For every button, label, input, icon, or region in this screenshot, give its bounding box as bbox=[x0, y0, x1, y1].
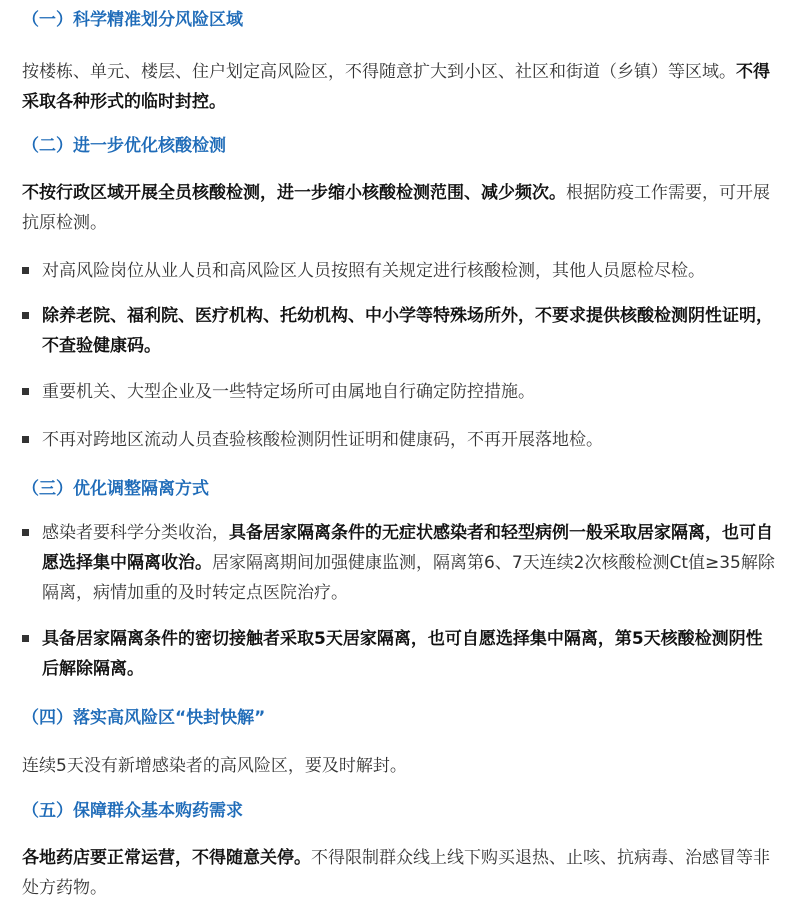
section-4-paragraph bbox=[22, 751, 778, 781]
section-5-text: 不得限制群众线上线下购买退热、止咳、抗病毒、治感冒等非处方药物。 bbox=[22, 848, 770, 898]
section-3-heading: （三）优化调整隔离方式 bbox=[22, 479, 209, 499]
list-item bbox=[22, 377, 778, 407]
section-2-heading: （二）进一步优化核酸检测 bbox=[22, 136, 226, 156]
square-bullet-icon bbox=[22, 436, 29, 443]
section-5-heading: （五）保障群众基本购药需求 bbox=[22, 801, 243, 821]
section-5-paragraph bbox=[22, 843, 778, 903]
section-5-bold-text: 各地药店要正常运营，不得随意关停。 bbox=[22, 848, 311, 868]
section-4-heading: （四）落实高风险区“快封快解” bbox=[22, 708, 266, 728]
list-item bbox=[22, 256, 778, 286]
list-item bbox=[22, 301, 778, 361]
square-bullet-icon bbox=[22, 388, 29, 395]
section-1-paragraph bbox=[22, 57, 778, 117]
list-item bbox=[22, 425, 778, 455]
section-2-text: 根据防疫工作需要，可开展抗原检测。 bbox=[22, 183, 770, 233]
square-bullet-icon bbox=[22, 312, 29, 319]
square-bullet-icon bbox=[22, 529, 29, 536]
list-item-bold-text: 具备居家隔离条件的无症状感染者和轻型病例一般采取居家隔离，也可自愿选择集中隔离收治。 bbox=[42, 523, 773, 573]
list-item bbox=[22, 518, 778, 608]
square-bullet-icon bbox=[22, 635, 29, 642]
section-4-text: 连续5天没有新增感染者的高风险区，要及时解封。 bbox=[22, 756, 407, 776]
list-item-bold-text: 除养老院、福利院、医疗机构、托幼机构、中小学等特殊场所外，不要求提供核酸检测阴性证明，不查验健康码。 bbox=[42, 306, 773, 356]
list-item-text: 不再对跨地区流动人员查验核酸检测阴性证明和健康码，不再开展落地检。 bbox=[42, 430, 603, 450]
section-1-text: 按楼栋、单元、楼层、住户划定高风险区，不得随意扩大到小区、社区和街道（乡镇）等区域。 bbox=[22, 62, 736, 82]
list-item-trail-text: 居家隔离期间加强健康监测，隔离第6、7天连续2次核酸检测Ct值≥35解除隔离，病情加重的及时转定点医院治疗。 bbox=[42, 553, 775, 603]
section-1-heading: （一）科学精准划分风险区域 bbox=[22, 10, 243, 30]
list-item-text: 重要机关、大型企业及一些特定场所可由属地自行确定防控措施。 bbox=[42, 382, 535, 402]
list-item-text: 对高风险岗位从业人员和高风险区人员按照有关规定进行核酸检测，其他人员愿检尽检。 bbox=[42, 261, 705, 281]
list-item-lead-text: 感染者要科学分类收治， bbox=[42, 523, 229, 543]
list-item bbox=[22, 624, 778, 684]
list-item-text bbox=[42, 518, 778, 608]
section-2-paragraph bbox=[22, 178, 778, 238]
section-1-bold-text: 不得采取各种形式的临时封控。 bbox=[22, 62, 770, 112]
list-item-bold-text: 具备居家隔离条件的密切接触者采取5天居家隔离，也可自愿选择集中隔离，第5天核酸检测阴性后解除隔离。 bbox=[42, 629, 763, 679]
square-bullet-icon bbox=[22, 267, 29, 274]
section-2-bold-text: 不按行政区域开展全员核酸检测，进一步缩小核酸检测范围、减少频次。 bbox=[22, 183, 566, 203]
